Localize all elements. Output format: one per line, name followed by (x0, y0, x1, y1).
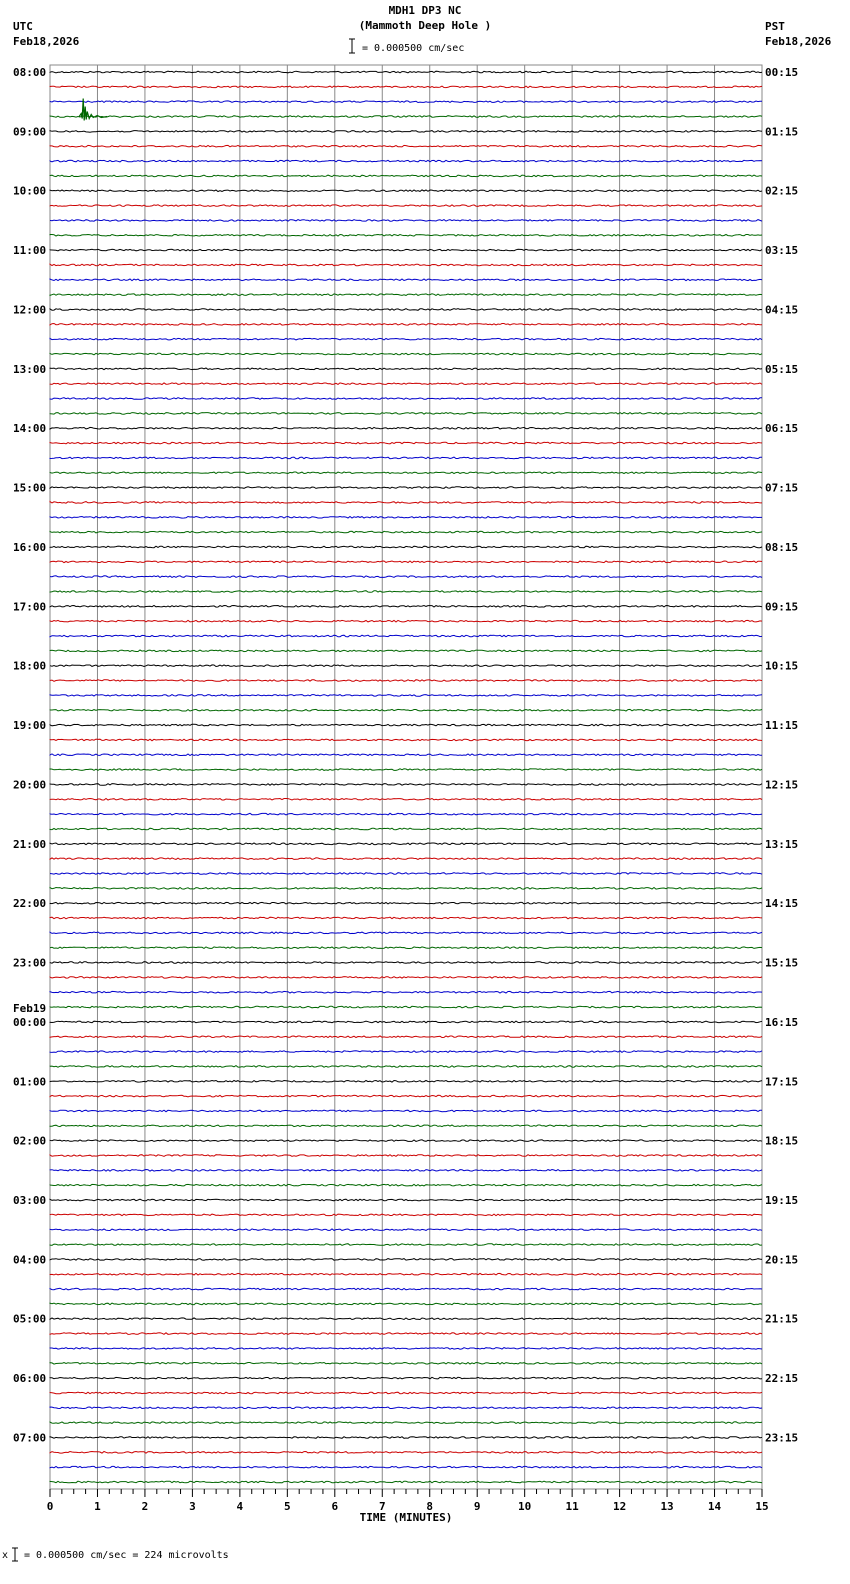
x-tick-label: 0 (46, 1500, 54, 1513)
trace-line (50, 1229, 762, 1231)
utc-hour-label: 12:00 (13, 303, 47, 317)
trace-line (50, 561, 762, 563)
trace-line (50, 917, 762, 919)
x-tick-label: 10 (518, 1500, 532, 1513)
trace-line (50, 1051, 762, 1053)
trace-line (50, 680, 762, 682)
utc-hour-label: 15:00 (13, 481, 47, 495)
pst-hour-label: 15:15 (765, 956, 799, 970)
utc-hour-label: 14:00 (13, 422, 47, 436)
trace-line (50, 1377, 762, 1379)
trace-line (50, 902, 762, 904)
trace-line (50, 457, 762, 459)
pst-hour-label: 13:15 (765, 837, 799, 851)
x-tick-label: 13 (660, 1500, 674, 1513)
utc-hour-label: 17:00 (13, 600, 47, 614)
trace-line (50, 1081, 762, 1083)
trace-line (50, 131, 762, 133)
trace-line (50, 1333, 762, 1335)
x-tick-label: 2 (141, 1500, 149, 1513)
x-tick-label: 7 (378, 1500, 386, 1513)
trace-line (50, 324, 762, 326)
utc-hour-label: 02:00 (13, 1134, 47, 1148)
trace-line (50, 873, 762, 875)
x-tick-label: 5 (284, 1500, 291, 1513)
x-tick-label: 3 (189, 1500, 196, 1513)
utc-hour-label: 01:00 (13, 1075, 47, 1089)
station-name: (Mammoth Deep Hole ) (358, 19, 492, 32)
footer-scale-text: = 0.000500 cm/sec = 224 microvolts (24, 1550, 229, 1561)
trace-line (50, 546, 762, 548)
pst-hour-label: 02:15 (765, 184, 799, 198)
trace-line (50, 101, 762, 103)
pst-hour-label: 07:15 (765, 481, 799, 495)
utc-hour-label: 21:00 (13, 837, 47, 851)
utc-hour-label: 23:00 (13, 956, 47, 970)
x-tick-label: 9 (473, 1500, 481, 1513)
trace-line (50, 858, 762, 860)
left-timezone-label: UTC (13, 20, 33, 33)
utc-hour-label: 22:00 (13, 897, 47, 911)
pst-hour-label: 22:15 (765, 1372, 799, 1386)
utc-hour-label: 05:00 (13, 1312, 47, 1326)
utc-hour-label: 11:00 (13, 244, 47, 258)
pst-hour-label: 18:15 (765, 1134, 799, 1148)
trace-line (50, 1170, 762, 1172)
trace-line (50, 353, 762, 355)
trace-line (50, 739, 762, 741)
trace-line (50, 1095, 762, 1097)
trace-line (50, 71, 762, 73)
utc-hour-label: 00:00 (13, 1015, 47, 1029)
trace-line (50, 1259, 762, 1261)
trace-line (50, 1422, 762, 1424)
x-tick-label: 1 (94, 1500, 101, 1513)
trace-line (50, 1110, 762, 1112)
trace-line (50, 1452, 762, 1454)
trace-line (50, 160, 762, 162)
x-tick-label: 11 (565, 1500, 579, 1513)
trace-line (50, 368, 762, 370)
trace-line (50, 279, 762, 281)
pst-hour-label: 20:15 (765, 1253, 799, 1267)
trace-line (50, 1125, 762, 1127)
trace-line (50, 828, 762, 830)
trace-line (50, 264, 762, 266)
trace-line (50, 145, 762, 147)
trace-line (50, 517, 762, 519)
trace-line (50, 1214, 762, 1216)
utc-hour-label: 09:00 (13, 125, 47, 139)
trace-line (50, 769, 762, 771)
trace-line (50, 309, 762, 311)
trace-line (50, 190, 762, 192)
pst-hour-label: 12:15 (765, 778, 799, 792)
utc-hour-label: 20:00 (13, 778, 47, 792)
plot-frame (50, 65, 762, 1489)
trace-line (50, 1066, 762, 1068)
pst-hour-label: 00:15 (765, 66, 799, 79)
x-tick-label: 4 (236, 1500, 244, 1513)
trace-line (50, 888, 762, 890)
chart-title: MDH1 DP3 NC (388, 4, 462, 17)
trace-line (50, 665, 762, 667)
pst-hour-label: 03:15 (765, 244, 799, 258)
trace-line (50, 1303, 762, 1305)
utc-hour-label: 07:00 (13, 1431, 47, 1445)
trace-line (50, 784, 762, 786)
trace-line (50, 502, 762, 504)
trace-line (50, 249, 762, 251)
x-tick-label: 8 (426, 1500, 434, 1513)
trace-line (50, 576, 762, 578)
right-date-label: Feb18,2026 (765, 35, 832, 48)
x-tick-label: 12 (612, 1500, 627, 1513)
pst-hour-label: 06:15 (765, 422, 799, 436)
utc-hour-label: 19:00 (13, 719, 47, 733)
trace-line (50, 813, 762, 815)
trace-line (50, 709, 762, 711)
trace-line (50, 620, 762, 622)
utc-hour-label: 16:00 (13, 540, 47, 554)
x-tick-label: 15 (755, 1500, 769, 1513)
trace-line (50, 1273, 762, 1275)
utc-hour-label: 08:00 (13, 66, 47, 79)
trace-line (50, 1437, 762, 1439)
pst-hour-label: 19:15 (765, 1194, 799, 1207)
utc-hour-label: 06:00 (13, 1372, 47, 1386)
x-tick-label: 6 (331, 1500, 339, 1513)
trace-line (50, 932, 762, 934)
trace-line (50, 1184, 762, 1186)
trace-line (50, 650, 762, 652)
trace-line (50, 606, 762, 608)
trace-line (50, 1140, 762, 1142)
x-axis-label: TIME (MINUTES) (359, 1511, 453, 1524)
pst-hour-label: 14:15 (765, 897, 799, 911)
trace-line (50, 1288, 762, 1290)
trace-line (50, 294, 762, 296)
pst-hour-label: 16:15 (765, 1015, 799, 1029)
date-change-label: Feb19 (13, 1001, 47, 1015)
trace-line (50, 1199, 762, 1201)
trace-line (50, 235, 762, 237)
trace-line (50, 531, 762, 533)
trace-line (50, 116, 762, 118)
trace-line (50, 1318, 762, 1320)
left-date-label: Feb18,2026 (13, 35, 80, 48)
utc-hour-label: 04:00 (13, 1253, 47, 1267)
trace-line (50, 487, 762, 489)
trace-line (50, 1466, 762, 1468)
pst-hour-label: 10:15 (765, 659, 799, 673)
trace-line (50, 695, 762, 697)
pst-hour-label: 11:15 (765, 719, 799, 733)
trace-line (50, 398, 762, 400)
trace-line (50, 991, 762, 993)
trace-line (50, 591, 762, 593)
pst-hour-label: 05:15 (765, 362, 799, 376)
trace-line (50, 1481, 762, 1483)
trace-line (50, 472, 762, 474)
trace-line (50, 635, 762, 637)
trace-line (50, 754, 762, 756)
trace-line (50, 220, 762, 222)
trace-line (50, 947, 762, 949)
pst-hour-label: 08:15 (765, 540, 799, 554)
pst-hour-label: 17:15 (765, 1075, 799, 1089)
trace-line (50, 1155, 762, 1157)
trace-line (50, 1021, 762, 1023)
scale-text: = 0.000500 cm/sec (362, 43, 465, 54)
trace-line (50, 962, 762, 964)
trace-line (50, 843, 762, 845)
utc-hour-label: 03:00 (13, 1194, 47, 1207)
trace-line (50, 338, 762, 340)
utc-hour-label: 18:00 (13, 659, 47, 673)
trace-line (50, 86, 762, 88)
trace-line (50, 1363, 762, 1365)
trace-line (50, 1392, 762, 1394)
trace-line (50, 413, 762, 415)
pst-hour-label: 23:15 (765, 1431, 799, 1445)
trace-line (50, 383, 762, 385)
trace-line (50, 1006, 762, 1008)
trace-line (50, 175, 762, 177)
trace-line (50, 1036, 762, 1038)
pst-hour-label: 04:15 (765, 303, 799, 317)
pst-hour-label: 01:15 (765, 125, 799, 139)
trace-line (50, 1348, 762, 1350)
trace-line (50, 1244, 762, 1246)
trace-line (50, 724, 762, 726)
pst-hour-label: 21:15 (765, 1312, 799, 1326)
utc-hour-label: 10:00 (13, 184, 47, 198)
trace-line (50, 427, 762, 429)
pst-hour-label: 09:15 (765, 600, 799, 614)
trace-line (50, 1407, 762, 1409)
x-tick-label: 14 (707, 1500, 722, 1513)
trace-line (50, 442, 762, 444)
right-timezone-label: PST (765, 20, 785, 33)
utc-hour-label: 13:00 (13, 362, 47, 376)
trace-line (50, 205, 762, 207)
footer-marker: x (2, 1550, 9, 1561)
trace-line (50, 977, 762, 979)
trace-line (50, 799, 762, 801)
